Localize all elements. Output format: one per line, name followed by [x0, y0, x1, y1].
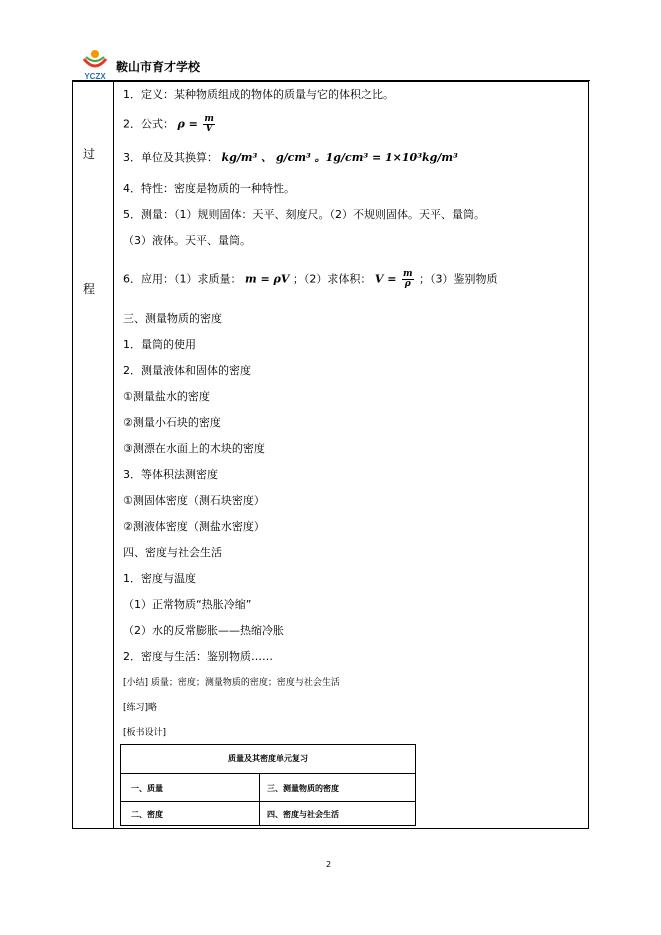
- line-cylinder: 1．量筒的使用: [123, 338, 196, 351]
- units-label: 3．单位及其换算：: [123, 151, 218, 164]
- board-cell-density: 二、密度: [131, 810, 163, 819]
- board-design-table: [120, 744, 416, 826]
- formula-numerator: m: [204, 114, 214, 124]
- line-summary: [小结] 质量；密度；测量物质的密度；密度与社会生活: [123, 678, 340, 688]
- application-middle: ；（2）求体积：: [292, 272, 372, 286]
- line-measurement: 5．测量：（1）规则固体：天平、刻度尺。（2）不规则固体。天平、量筒。: [123, 208, 485, 221]
- line-liquid: （3）液体。天平、量筒。: [123, 234, 251, 247]
- line-wood: ③测漂在水面上的木块的密度: [123, 442, 265, 455]
- formula-denominator: V: [205, 124, 213, 134]
- line-life: 2．密度与生活：鉴别物质……: [123, 650, 273, 663]
- formula-fraction: [203, 115, 215, 134]
- volume-numerator: m: [402, 269, 413, 279]
- page-number: 2: [326, 860, 332, 869]
- line-normal-expansion: （1）正常物质“热胀冷缩”: [123, 598, 252, 611]
- application-suffix: ；（3）鉴别物质: [419, 272, 498, 286]
- line-formula: [123, 115, 217, 134]
- formula-volume: V =: [374, 272, 397, 286]
- formula-label: 2．公式：: [123, 117, 174, 131]
- units-conversion: kg/m³ 、 g/cm³ 。1g/cm³ = 1×10³kg/m³: [221, 151, 458, 164]
- line-application: [123, 270, 498, 289]
- line-definition: 1．定义：某种物质组成的物体的质量与它的体积之比。: [123, 88, 394, 101]
- line-section-three: 三、测量物质的密度: [123, 312, 222, 325]
- logo-text: YCZX: [84, 72, 106, 81]
- line-section-four: 四、密度与社会生活: [123, 546, 222, 559]
- line-stone: ②测量小石块的密度: [123, 416, 221, 429]
- board-divider-vertical: [259, 773, 260, 826]
- board-cell-society: 四、密度与社会生活: [267, 810, 339, 819]
- volume-fraction: [402, 270, 414, 289]
- lesson-table: [72, 81, 589, 829]
- side-label-top: 过: [83, 147, 96, 161]
- school-name: 鞍山市育才学校: [116, 59, 201, 74]
- volume-denominator: ρ: [404, 279, 411, 289]
- board-cell-measure: 三、测量物质的密度: [267, 784, 339, 793]
- line-temperature: 1．密度与温度: [123, 572, 196, 585]
- line-liquid-density: ②测液体密度（测盐水密度）: [123, 520, 265, 533]
- board-cell-mass: 一、质量: [131, 784, 163, 793]
- line-measure-liquid-solid: 2．测量液体和固体的密度: [123, 364, 251, 377]
- board-title: 质量及其密度单元复习: [121, 745, 415, 774]
- school-logo: [80, 47, 110, 81]
- line-units: [123, 151, 458, 165]
- formula-rho: ρ =: [177, 117, 198, 131]
- line-solid-density: ①测固体密度（测石块密度）: [123, 494, 265, 507]
- application-label: 6．应用：（1）求质量：: [123, 272, 242, 286]
- line-saltwater: ①测量盐水的密度: [123, 390, 210, 403]
- formula-mass: m = ρV: [245, 272, 290, 286]
- line-water-anomaly: （2）水的反常膨胀——热缩冷胀: [123, 624, 284, 637]
- board-divider-horizontal: [121, 801, 415, 802]
- side-label-bottom: 程: [83, 282, 96, 296]
- column-divider: [113, 82, 114, 828]
- line-practice: [练习]略: [123, 703, 158, 713]
- line-board-design: [板书设计]: [123, 728, 167, 738]
- line-property: 4．特性：密度是物质的一种特性。: [123, 182, 295, 195]
- line-equal-volume: 3．等体积法测密度: [123, 468, 218, 481]
- header: [80, 46, 200, 82]
